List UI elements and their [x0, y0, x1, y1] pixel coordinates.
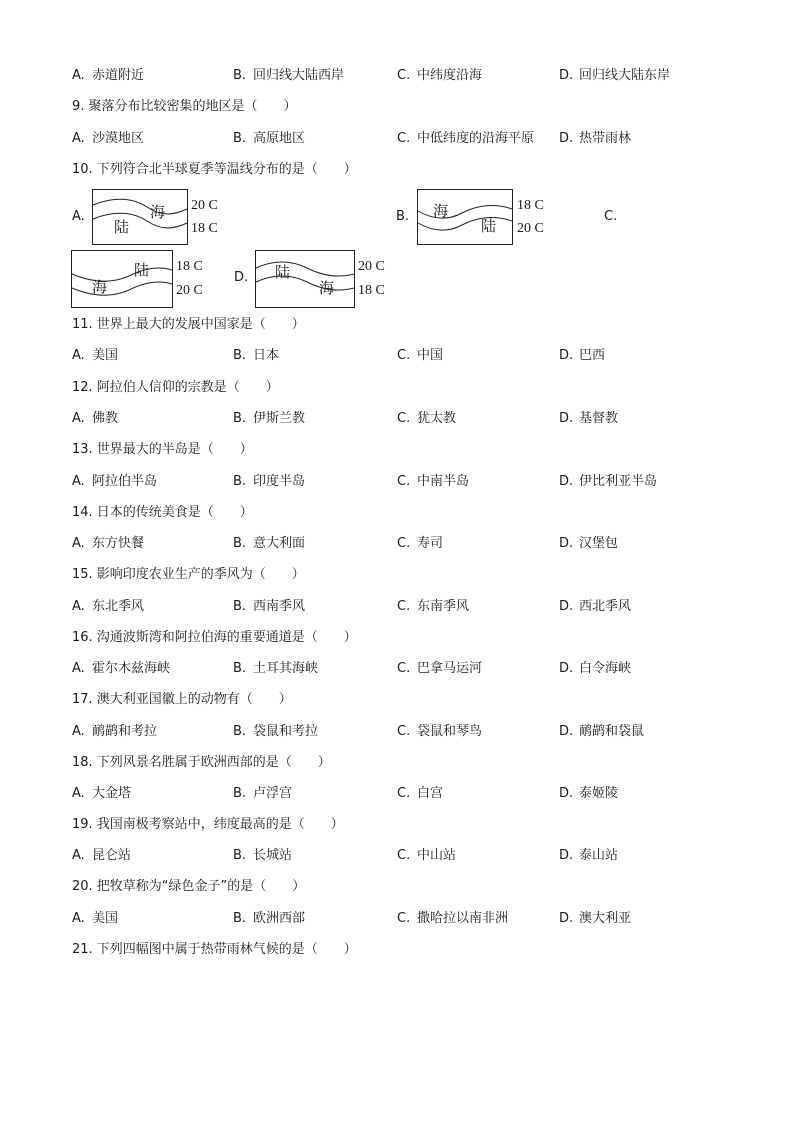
question-stem: 17. 澳大利亚国徽上的动物有（ ）	[72, 692, 292, 707]
option-b[interactable]: B. 伊斯兰教	[233, 411, 306, 426]
isotherm-lines	[92, 189, 188, 245]
option-a[interactable]: A. 赤道附近	[72, 68, 145, 83]
temp-label-bottom: 18 C	[358, 283, 385, 298]
option-a[interactable]: A. 大金塔	[72, 786, 132, 801]
option-b[interactable]: B. 袋鼠和考拉	[233, 724, 319, 739]
option-d[interactable]: D. 回归线大陆东岸	[559, 68, 671, 83]
option-d[interactable]: D. 巴西	[559, 348, 606, 363]
option-b[interactable]: B. 高原地区	[233, 131, 306, 146]
option-d[interactable]: D. 基督教	[559, 411, 619, 426]
option-a[interactable]: A. 美国	[72, 348, 119, 363]
question-stem: 15. 影响印度农业生产的季风为（ ）	[72, 567, 305, 582]
option-c[interactable]: C. 撒哈拉以南非洲	[397, 911, 509, 926]
option-c[interactable]: C. 中山站	[397, 848, 457, 863]
option-b[interactable]: B. 回归线大陆西岸	[233, 68, 345, 83]
option-b[interactable]: B. 卢浮宫	[233, 786, 293, 801]
option-c[interactable]: C. 中纬度沿海	[397, 68, 483, 83]
land-label: 陆	[481, 217, 497, 235]
option-c-label[interactable]: C.	[604, 209, 618, 224]
option-a[interactable]: A. 沙漠地区	[72, 131, 145, 146]
sea-label: 海	[433, 202, 449, 220]
option-b[interactable]: B. 西南季风	[233, 599, 306, 614]
question-stem: 12. 阿拉伯人信仰的宗教是（ ）	[72, 380, 279, 395]
temp-label-bottom: 18 C	[191, 221, 218, 236]
option-d[interactable]: D. 澳大利亚	[559, 911, 632, 926]
temp-label-top: 20 C	[191, 198, 218, 213]
question-stem: 10. 下列符合北半球夏季等温线分布的是（ ）	[72, 162, 357, 177]
isotherm-diagram-a[interactable]	[92, 189, 252, 245]
question-stem: 20. 把牧草称为“绿色金子”的是（ ）	[72, 879, 306, 894]
option-c[interactable]: C. 中低纬度的沿海平原	[397, 131, 535, 146]
question-stem: 18. 下列风景名胜属于欧洲西部的是（ ）	[72, 755, 331, 770]
question-stem: 14. 日本的传统美食是（ ）	[72, 505, 253, 520]
isotherm-diagram-d[interactable]	[255, 250, 415, 308]
option-a[interactable]: A. 昆仑站	[72, 848, 132, 863]
temp-label-bottom: 20 C	[176, 283, 203, 298]
option-c[interactable]: C. 中国	[397, 348, 444, 363]
temp-label-top: 20 C	[358, 259, 385, 274]
temp-label-top: 18 C	[176, 259, 203, 274]
isotherm-lines	[417, 189, 513, 245]
temp-label-bottom: 20 C	[517, 221, 544, 236]
sea-label: 海	[150, 203, 166, 221]
option-a[interactable]: A. 东北季风	[72, 599, 145, 614]
option-d[interactable]: D. 伊比利亚半岛	[559, 474, 658, 489]
land-label: 陆	[134, 261, 150, 279]
option-b[interactable]: B. 欧洲西部	[233, 911, 306, 926]
land-label: 陆	[275, 263, 291, 281]
option-b[interactable]: B. 土耳其海峡	[233, 661, 319, 676]
option-b[interactable]: B. 印度半岛	[233, 474, 306, 489]
option-a[interactable]: A. 阿拉伯半岛	[72, 474, 158, 489]
option-d[interactable]: D. 汉堡包	[559, 536, 619, 551]
option-d[interactable]: D. 西北季风	[559, 599, 632, 614]
option-a[interactable]: A. 美国	[72, 911, 119, 926]
option-c[interactable]: C. 袋鼠和琴鸟	[397, 724, 483, 739]
question-stem: 13. 世界最大的半岛是（ ）	[72, 442, 253, 457]
option-b[interactable]: B. 意大利面	[233, 536, 306, 551]
temp-label-top: 18 C	[517, 198, 544, 213]
land-label: 陆	[114, 218, 130, 236]
option-c[interactable]: C. 白宫	[397, 786, 444, 801]
option-d[interactable]: D. 热带雨林	[559, 131, 632, 146]
option-b-label[interactable]: B.	[396, 209, 410, 224]
option-a[interactable]: A. 佛教	[72, 411, 119, 426]
option-c[interactable]: C. 寿司	[397, 536, 444, 551]
option-c[interactable]: C. 巴拿马运河	[397, 661, 483, 676]
question-stem: 11. 世界上最大的发展中国家是（ ）	[72, 317, 305, 332]
option-a-label[interactable]: A.	[72, 209, 85, 224]
option-b[interactable]: B. 长城站	[233, 848, 293, 863]
isotherm-lines	[71, 250, 173, 308]
question-stem: 19. 我国南极考察站中，纬度最高的是（ ）	[72, 817, 344, 832]
option-c[interactable]: C. 犹太教	[397, 411, 457, 426]
option-b[interactable]: B. 日本	[233, 348, 280, 363]
isotherm-lines	[255, 250, 355, 308]
isotherm-diagram-c[interactable]	[71, 250, 231, 308]
question-stem: 9. 聚落分布比较密集的地区是（ ）	[72, 99, 297, 114]
sea-label: 海	[92, 278, 108, 296]
option-a[interactable]: A. 东方快餐	[72, 536, 145, 551]
option-d-label[interactable]: D.	[234, 270, 249, 285]
isotherm-diagram-b[interactable]	[417, 189, 577, 245]
option-c[interactable]: C. 东南季风	[397, 599, 470, 614]
question-stem: 21. 下列四幅图中属于热带雨林气候的是（ ）	[72, 942, 357, 957]
option-d[interactable]: D. 白令海峡	[559, 661, 632, 676]
option-c[interactable]: C. 中南半岛	[397, 474, 470, 489]
option-d[interactable]: D. 泰姬陵	[559, 786, 619, 801]
sea-label: 海	[319, 279, 335, 297]
option-a[interactable]: A. 霍尔木兹海峡	[72, 661, 171, 676]
question-stem: 16. 沟通波斯湾和阿拉伯海的重要通道是（ ）	[72, 630, 357, 645]
option-d[interactable]: D. 鸸鹋和袋鼠	[559, 724, 645, 739]
option-a[interactable]: A. 鸸鹋和考拉	[72, 724, 158, 739]
option-d[interactable]: D. 泰山站	[559, 848, 619, 863]
